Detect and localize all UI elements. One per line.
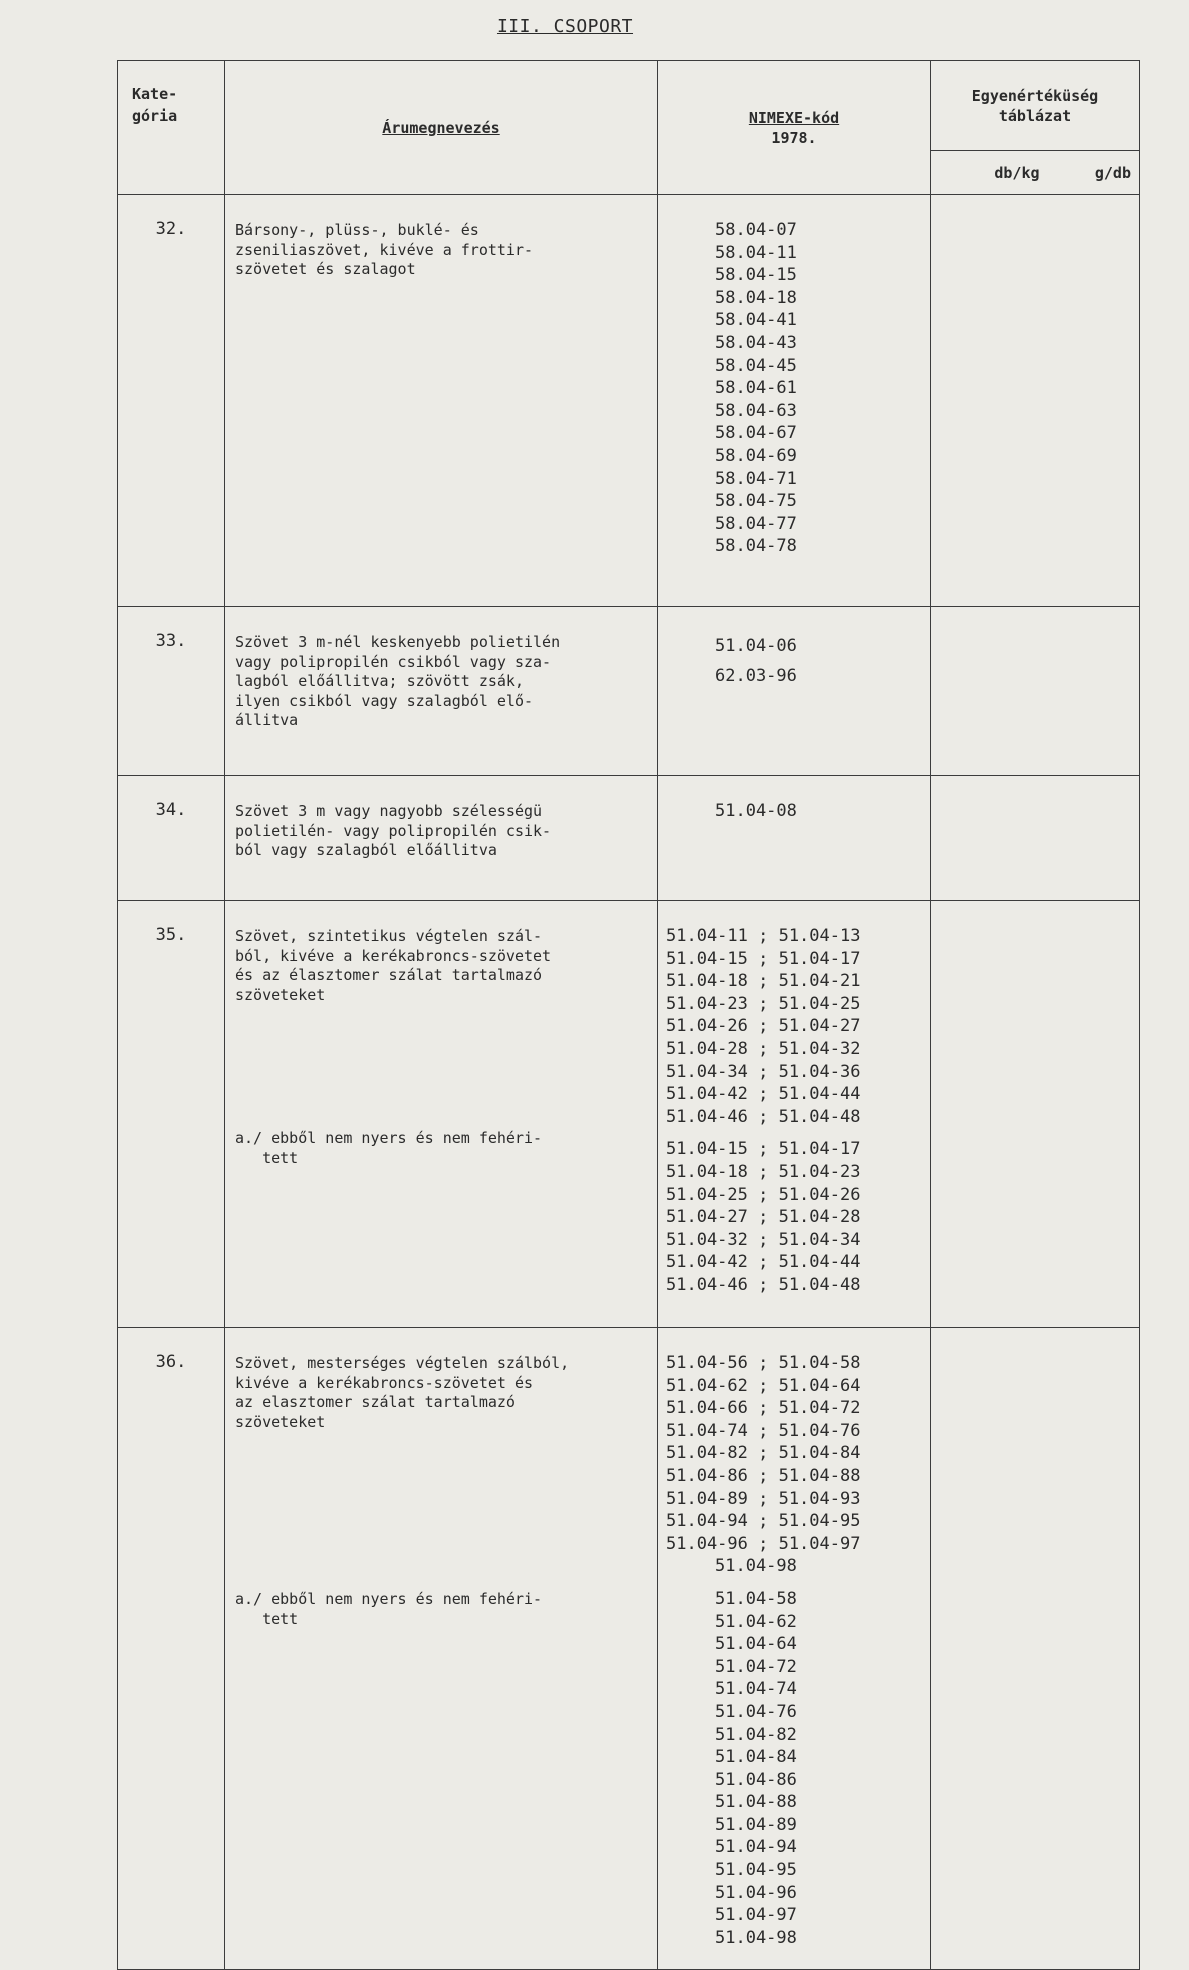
nimexe-code-pair: 51.04-18 ; 51.04-21 — [666, 971, 861, 992]
nimexe-code: 51.04-98 — [715, 1927, 797, 1948]
nimexe-code: 51.04-98 — [715, 1556, 797, 1577]
nimexe-code: 62.03-96 — [715, 666, 797, 686]
nimexe-codes — [658, 901, 931, 1328]
header-g-db: g/db — [1094, 163, 1131, 182]
nimexe-code: 58.04-77 — [715, 513, 797, 534]
nimexe-code: 58.04-07 — [715, 220, 797, 240]
nimexe-code: 58.04-78 — [715, 536, 797, 557]
nimexe-code-pair: 51.04-46 ; 51.04-48 — [666, 1106, 861, 1127]
nimexe-code-pair: 51.04-11 ; 51.04-13 — [666, 926, 861, 946]
nimexe-code-pair: 51.04-86 ; 51.04-88 — [666, 1465, 861, 1486]
nimexe-code-pair: 51.04-28 ; 51.04-32 — [666, 1038, 861, 1059]
nimexe-code-pair: 51.04-66 ; 51.04-72 — [666, 1398, 861, 1419]
nimexe-code-pair: 51.04-34 ; 51.04-36 — [666, 1061, 861, 1082]
product-name: Szövet 3 m-nél keskenyebb polietilén vagy polipropilén csikból vagy sza- lagból előállitva; szövött zsák, ilyen csikból vagy szalagból elő- állitva — [225, 607, 658, 776]
table-row — [118, 1328, 1140, 1970]
nimexe-code: 51.04-95 — [715, 1860, 797, 1881]
nimexe-code: 51.04-74 — [715, 1679, 797, 1700]
equivalence-cell — [931, 195, 1140, 607]
nimexe-code: 58.04-18 — [715, 287, 797, 308]
category-number: 34. — [118, 776, 225, 901]
nimexe-code-pair: 51.04-27 ; 51.04-28 — [666, 1207, 861, 1228]
tariff-table — [117, 60, 1140, 1970]
nimexe-code-pair: 51.04-15 ; 51.04-17 — [666, 1139, 861, 1160]
equivalence-cell — [931, 1328, 1140, 1970]
category-number: 33. — [118, 607, 225, 776]
header-arumegnevezes: Árumegnevezés — [225, 61, 658, 195]
nimexe-code: 58.04-11 — [715, 242, 797, 263]
category-number: 36. — [118, 1328, 225, 1970]
header-db-kg: db/kg — [994, 163, 1040, 182]
nimexe-code-pair: 51.04-25 ; 51.04-26 — [666, 1184, 861, 1205]
nimexe-code: 51.04-86 — [715, 1769, 797, 1790]
nimexe-code: 58.04-61 — [715, 378, 797, 399]
nimexe-code-pair: 51.04-62 ; 51.04-64 — [666, 1375, 861, 1396]
nimexe-code: 51.04-94 — [715, 1837, 797, 1858]
nimexe-code: 58.04-45 — [715, 355, 797, 376]
sub-item-name: a./ ebből nem nyers és nem fehéri- tett — [235, 1590, 543, 1628]
nimexe-code: 58.04-15 — [715, 265, 797, 286]
product-name: Szövet 3 m vagy nagyobb szélességü polietilén- vagy polipropilén csik- ból vagy szalagból előállitva — [225, 776, 658, 901]
category-number: 35. — [118, 901, 225, 1328]
nimexe-code-pair: 51.04-15 ; 51.04-17 — [666, 948, 861, 969]
page-title: III. CSOPORT — [496, 16, 634, 37]
nimexe-code-pair: 51.04-56 ; 51.04-58 — [666, 1353, 861, 1373]
header-units — [931, 151, 1140, 195]
nimexe-code: 51.04-84 — [715, 1747, 797, 1768]
nimexe-codes — [658, 607, 931, 776]
nimexe-code: 51.04-76 — [715, 1701, 797, 1722]
nimexe-code-pair: 51.04-42 ; 51.04-44 — [666, 1252, 861, 1273]
header-kategoria: Kate- gória — [118, 61, 225, 195]
nimexe-code-pair: 51.04-96 ; 51.04-97 — [666, 1533, 861, 1554]
product-name: Szövet, szintetikus végtelen szál- ból, kivéve a kerékabroncs-szövetet és az élasztomer szálat tartalmazó szöveteket a./ ebből nem nyers és nem fehéri- tett — [225, 901, 658, 1328]
product-name: Szövet, mesterséges végtelen szálból, kivéve a kerékabroncs-szövetet és az elasztomer szálat tartalmazó szöveteket a./ ebből nem nyers és nem fehéri- tett — [225, 1328, 658, 1970]
nimexe-code: 51.04-06 — [715, 636, 797, 656]
equivalence-cell — [931, 607, 1140, 776]
nimexe-code: 51.04-08 — [715, 801, 797, 821]
nimexe-code: 58.04-67 — [715, 423, 797, 444]
nimexe-code: 51.04-82 — [715, 1724, 797, 1745]
nimexe-code-pair: 51.04-82 ; 51.04-84 — [666, 1443, 861, 1464]
nimexe-code: 58.04-71 — [715, 468, 797, 489]
nimexe-code-pair: 51.04-46 ; 51.04-48 — [666, 1274, 861, 1295]
nimexe-code: 58.04-41 — [715, 310, 797, 331]
nimexe-code: 51.04-89 — [715, 1814, 797, 1835]
nimexe-code-pair: 51.04-18 ; 51.04-23 — [666, 1161, 861, 1182]
nimexe-code: 51.04-97 — [715, 1905, 797, 1926]
table-row — [118, 607, 1140, 776]
nimexe-codes — [658, 195, 931, 607]
sub-item-name: a./ ebből nem nyers és nem fehéri- tett — [235, 1129, 543, 1167]
table-row — [118, 776, 1140, 901]
nimexe-code-pair: 51.04-26 ; 51.04-27 — [666, 1016, 861, 1037]
equivalence-cell — [931, 901, 1140, 1328]
nimexe-code: 51.04-88 — [715, 1792, 797, 1813]
nimexe-code: 51.04-96 — [715, 1882, 797, 1903]
table-row — [118, 901, 1140, 1328]
nimexe-code: 51.04-58 — [715, 1588, 797, 1609]
nimexe-code-pair: 51.04-94 ; 51.04-95 — [666, 1511, 861, 1532]
category-number: 32. — [118, 195, 225, 607]
nimexe-code: 58.04-75 — [715, 491, 797, 512]
nimexe-code: 58.04-63 — [715, 400, 797, 421]
header-nimexe: NIMEXE-kód 1978. — [658, 61, 931, 195]
nimexe-code: 51.04-62 — [715, 1611, 797, 1632]
nimexe-code: 58.04-43 — [715, 332, 797, 353]
nimexe-codes — [658, 776, 931, 901]
nimexe-code: 51.04-64 — [715, 1634, 797, 1655]
nimexe-code: 58.04-69 — [715, 445, 797, 466]
nimexe-code-pair: 51.04-42 ; 51.04-44 — [666, 1084, 861, 1105]
nimexe-code-pair: 51.04-74 ; 51.04-76 — [666, 1420, 861, 1441]
nimexe-code-pair: 51.04-32 ; 51.04-34 — [666, 1229, 861, 1250]
nimexe-code-pair: 51.04-23 ; 51.04-25 — [666, 993, 861, 1014]
header-egyenertek: Egyenértéküség táblázat — [931, 61, 1140, 151]
nimexe-codes — [658, 1328, 931, 1970]
equivalence-cell — [931, 776, 1140, 901]
product-name: Bársony-, plüss-, buklé- és zseniliaszövet, kivéve a frottir- szövetet és szalagot — [225, 195, 658, 607]
nimexe-code: 51.04-72 — [715, 1656, 797, 1677]
table-row — [118, 195, 1140, 607]
nimexe-code-pair: 51.04-89 ; 51.04-93 — [666, 1488, 861, 1509]
